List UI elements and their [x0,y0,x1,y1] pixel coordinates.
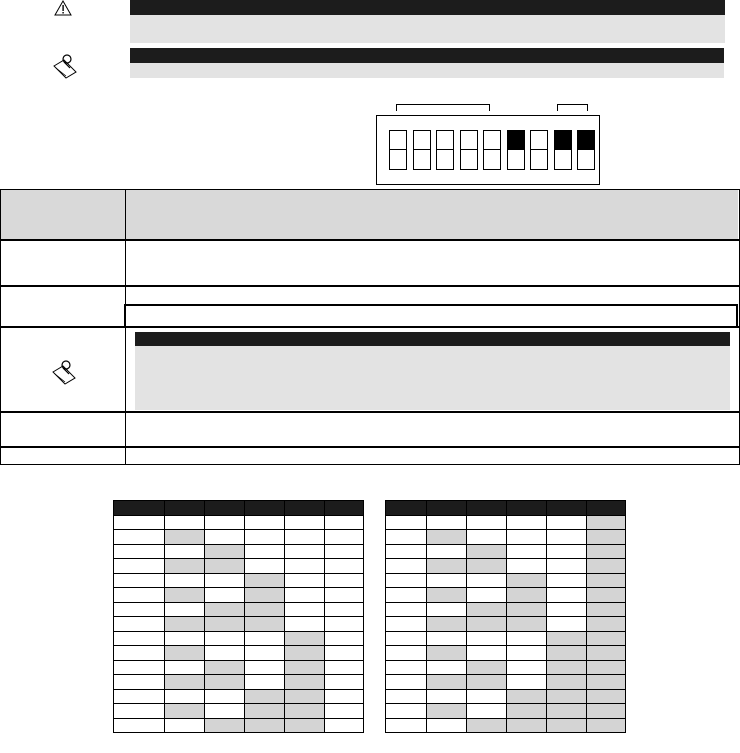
grid-cell [467,515,507,530]
grid-header-cell [507,501,547,516]
grid-cell [467,689,507,704]
grid-header-cell [386,501,427,516]
grid-cell [587,559,626,574]
grid-cell [427,631,467,646]
grid-cell [165,689,205,704]
switch-divider [531,149,547,150]
grid-header-cell [285,501,325,516]
dip-switch-7 [530,130,548,170]
grid-cell [507,573,547,588]
note-header-bar [130,48,724,63]
grid-row [386,544,626,559]
grid-cell [467,602,507,617]
grid-cell [205,718,245,733]
grid-cell [547,602,587,617]
grid-cell [245,617,285,632]
grid-row [114,559,364,574]
grid-cell [386,530,427,545]
table-note-body [135,346,730,410]
note-body [130,63,724,78]
grid-cell [285,559,325,574]
grid-row [386,646,626,661]
grid-cell [386,704,427,719]
grid-cell [587,660,626,675]
grid-cell [114,617,165,632]
grid-cell [114,631,165,646]
grid-cell [245,602,285,617]
grid-cell [285,718,325,733]
grid-header-cell [547,501,587,516]
grid-cell [165,602,205,617]
table-note-icon [49,358,79,386]
grid-row [386,588,626,603]
grid-header-cell [587,501,626,516]
grid-cell [427,559,467,574]
grid-cell [427,544,467,559]
grid-cell [165,660,205,675]
grid-cell [427,617,467,632]
grid-cell [507,631,547,646]
grid-cell [245,515,285,530]
grid-cell [507,515,547,530]
highlighted-row-frame [124,304,738,328]
grid-row [386,573,626,588]
grid-cell [547,718,587,733]
grid-cell [427,602,467,617]
grid-cell [165,515,205,530]
grid-cell [165,530,205,545]
grid-cell [325,631,364,646]
grid-cell [547,689,587,704]
dip-switch-block [376,115,600,185]
switch-divider [508,149,524,150]
grid-row [386,530,626,545]
grid-cell [507,617,547,632]
grid-cell [114,660,165,675]
grid-cell [245,544,285,559]
row-divider [1,285,739,287]
grid-cell [205,631,245,646]
switch-group-bracket [396,104,490,111]
grid-cell [245,689,285,704]
grid-row [114,530,364,545]
grid-header-cell [467,501,507,516]
grid-cell [507,588,547,603]
dip-switch-8 [554,130,572,170]
dip-switch-2 [413,130,431,170]
grid-cell [245,660,285,675]
grid-cell [285,573,325,588]
grid-cell [114,704,165,719]
grid-cell [205,689,245,704]
grid-cell [427,573,467,588]
dip-switch-9 [577,130,595,170]
grid-cell [386,718,427,733]
grid-cell [205,602,245,617]
grid-cell [325,602,364,617]
grid-row [114,617,364,632]
grid-cell [325,530,364,545]
grid-cell [325,675,364,690]
grid-cell [114,646,165,661]
grid-cell [427,515,467,530]
dip-switch-5 [483,130,501,170]
grid-cell [587,631,626,646]
grid-row [114,573,364,588]
grid-cell [325,689,364,704]
grid-row [386,675,626,690]
grid-cell [386,602,427,617]
switch-divider [461,149,477,150]
grid-cell [587,573,626,588]
grid-cell [114,675,165,690]
grid-cell [285,689,325,704]
switch-divider [578,149,594,150]
grid-cell [205,660,245,675]
grid-cell [386,631,427,646]
grid-cell [587,530,626,545]
table-header-shade [1,190,125,239]
grid-cell [285,544,325,559]
switch-divider [484,149,500,150]
grid-cell [205,646,245,661]
grid-cell [386,544,427,559]
grid-cell [114,689,165,704]
grid-header-cell [114,501,165,516]
grid-row [114,704,364,719]
grid-cell [114,718,165,733]
grid-cell [165,573,205,588]
grid-cell [245,675,285,690]
grid-row [114,602,364,617]
grid-header-cell [325,501,364,516]
grid-cell [245,559,285,574]
grid-row [114,515,364,530]
dip-switch-1 [389,130,407,170]
grid-cell [205,617,245,632]
grid-row [114,646,364,661]
grid-cell [587,675,626,690]
grid-cell [245,588,285,603]
grid-cell [507,530,547,545]
grid-cell [427,646,467,661]
grid-cell [285,617,325,632]
grid-cell [386,559,427,574]
grid-cell [547,646,587,661]
grid-cell [386,588,427,603]
grid-row [114,588,364,603]
grid-cell [507,544,547,559]
grid-cell [507,704,547,719]
grid-cell [325,559,364,574]
grid-row [114,544,364,559]
grid-cell [386,515,427,530]
grid-cell [427,689,467,704]
grid-cell [165,631,205,646]
grid-cell [386,675,427,690]
grid-cell [467,530,507,545]
dip-switch-6 [507,130,525,170]
grid-cell [165,675,205,690]
grid-cell [467,573,507,588]
grid-cell [114,544,165,559]
grid-cell [285,530,325,545]
grid-cell [467,617,507,632]
grid-cell [114,530,165,545]
grid-cell [507,675,547,690]
grid-cell [507,660,547,675]
grid-row [386,718,626,733]
grid-row [386,704,626,719]
grid-cell [205,544,245,559]
grid-cell [165,704,205,719]
row-divider [1,239,739,241]
grid-cell [165,718,205,733]
grid-cell [547,660,587,675]
grid-cell [285,704,325,719]
grid-row [114,631,364,646]
grid-cell [114,573,165,588]
grid-cell [205,573,245,588]
grid-cell [386,573,427,588]
grid-cell [587,588,626,603]
row-divider [1,326,739,328]
grid-cell [427,588,467,603]
grid-cell [245,573,285,588]
grid-cell [285,660,325,675]
grid-cell [547,515,587,530]
grid-cell [587,544,626,559]
grid-cell [205,704,245,719]
grid-cell [386,689,427,704]
table-header-shade [126,190,738,239]
caution-body [130,15,725,43]
grid-cell [467,544,507,559]
grid-cell [245,631,285,646]
grid-header-cell [245,501,285,516]
table-note-header-bar [135,332,730,346]
grid-cell [325,544,364,559]
grid-cell [467,675,507,690]
grid-cell [587,602,626,617]
grid-cell [285,515,325,530]
grid-cell [285,646,325,661]
grid-cell [325,617,364,632]
grid-cell [427,660,467,675]
grid-cell [427,530,467,545]
grid-cell [467,588,507,603]
grid-cell [467,646,507,661]
grid-cell [427,704,467,719]
grid-cell [467,631,507,646]
grid-cell [325,718,364,733]
grid-cell [547,617,587,632]
grid-row [386,660,626,675]
switch-lever-on [578,131,594,149]
grid-row [114,718,364,733]
grid-cell [427,718,467,733]
switch-divider [555,149,571,150]
note-icon [50,52,80,80]
grid-cell [507,718,547,733]
switch-divider [414,149,430,150]
grid-cell [325,515,364,530]
grid-cell [205,530,245,545]
grid-cell [285,631,325,646]
grid-cell [325,660,364,675]
grid-cell [507,602,547,617]
grid-cell [245,718,285,733]
grid-row [386,617,626,632]
dip-switch-4 [460,130,478,170]
grid-cell [547,588,587,603]
grid-cell [165,588,205,603]
switch-lever-on [555,131,571,149]
dip-switch-3 [436,130,454,170]
row-divider [1,411,739,413]
grid-cell [547,704,587,719]
grid-cell [245,704,285,719]
grid-row [386,631,626,646]
grid-row [386,602,626,617]
grid-cell [285,675,325,690]
setting-grid-left [113,500,364,733]
grid-row [386,515,626,530]
grid-cell [507,689,547,704]
grid-cell [386,646,427,661]
grid-cell [467,704,507,719]
grid-cell [285,602,325,617]
grid-header-row [386,501,626,516]
grid-cell [325,573,364,588]
grid-cell [325,704,364,719]
grid-cell [547,544,587,559]
grid-header-cell [205,501,245,516]
grid-cell [114,559,165,574]
row-divider [1,446,739,448]
switch-lever-on [508,131,524,149]
grid-cell [325,646,364,661]
grid-cell [507,646,547,661]
grid-cell [205,559,245,574]
grid-cell [285,588,325,603]
grid-cell [427,675,467,690]
switch-group-bracket [557,104,588,111]
grid-header-cell [427,501,467,516]
grid-cell [165,617,205,632]
grid-cell [587,617,626,632]
grid-cell [547,530,587,545]
grid-cell [467,559,507,574]
grid-cell [507,559,547,574]
grid-cell [165,544,205,559]
grid-cell [114,588,165,603]
grid-cell [547,559,587,574]
grid-cell [587,704,626,719]
grid-cell [205,675,245,690]
grid-cell [325,588,364,603]
settings-table [0,189,740,465]
grid-cell [205,515,245,530]
grid-header-cell [165,501,205,516]
grid-cell [547,573,587,588]
grid-cell [245,530,285,545]
switch-divider [390,149,406,150]
grid-cell [165,559,205,574]
grid-cell [386,617,427,632]
warning-icon [54,0,72,16]
grid-row [114,675,364,690]
grid-cell [587,689,626,704]
grid-cell [114,515,165,530]
grid-cell [467,660,507,675]
grid-cell [587,515,626,530]
grid-row [114,660,364,675]
grid-header-row [114,501,364,516]
grid-cell [165,646,205,661]
grid-cell [114,602,165,617]
grid-row [114,689,364,704]
grid-cell [205,588,245,603]
grid-cell [547,675,587,690]
grid-cell [245,646,285,661]
grid-cell [587,718,626,733]
grid-row [386,559,626,574]
caution-header-bar [130,0,725,15]
grid-cell [386,660,427,675]
grid-row [386,689,626,704]
setting-grid-right [385,500,626,733]
switch-divider [437,149,453,150]
grid-cell [587,646,626,661]
grid-cell [467,718,507,733]
grid-cell [547,631,587,646]
